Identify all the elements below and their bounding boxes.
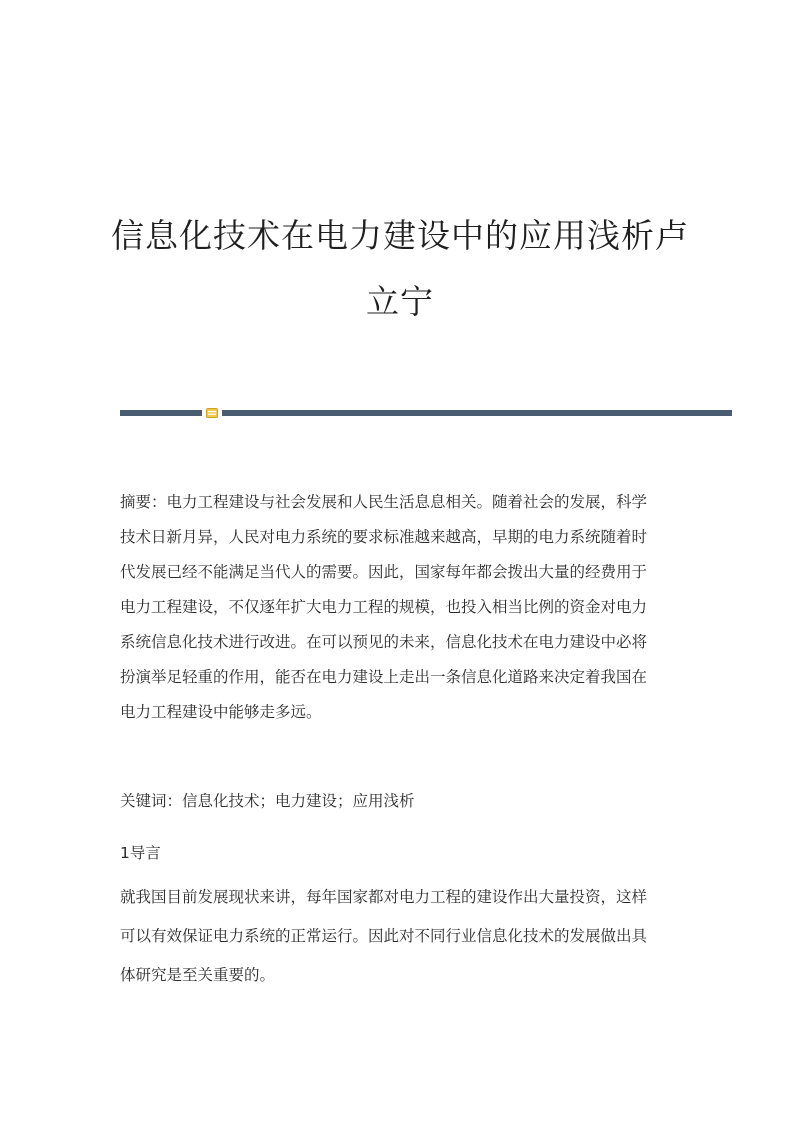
abstract-line: 摘要：电力工程建设与社会发展和人民生活息息相关。随着社会的发展，科学 <box>120 493 648 511</box>
document-title-line-1: 信息化技术在电力建设中的应用浅析卢 <box>111 216 689 256</box>
divider-bar-left <box>120 410 202 416</box>
divider-bar-right <box>222 410 732 416</box>
abstract-line: 代发展已经不能满足当代人的需要。因此，国家每年都会拨出大量的经费用于 <box>120 563 648 581</box>
abstract-line: 电力工程建设中能够走多远。 <box>120 703 322 721</box>
abstract-line: 技术日新月异，人民对电力系统的要求标准越来越高，早期的电力系统随着时 <box>120 528 648 546</box>
abstract-paragraph <box>120 485 680 730</box>
paragraph-line: 体研究是至关重要的。 <box>120 966 276 984</box>
section-heading: 1导言 <box>120 844 161 862</box>
abstract-line: 系统信息化技术进行改进。在可以预见的未来，信息化技术在电力建设中必将 <box>120 633 648 651</box>
document-badge-icon <box>206 408 218 418</box>
paragraph-line: 可以有效保证电力系统的正常运行。因此对不同行业信息化技术的发展做出具 <box>120 927 648 945</box>
title-divider <box>120 408 732 418</box>
abstract-line: 扮演举足轻重的作用，能否在电力建设上走出一条信息化道路来决定着我国在 <box>120 668 648 686</box>
keywords-line: 关键词：信息化技术；电力建设；应用浅析 <box>120 792 415 810</box>
paragraph-line: 就我国目前发展现状来讲，每年国家都对电力工程的建设作出大量投资，这样 <box>120 888 648 906</box>
abstract-line: 电力工程建设，不仅逐年扩大电力工程的规模，也投入相当比例的资金对电力 <box>120 598 648 616</box>
document-title-line-2: 立宁 <box>366 282 434 321</box>
intro-paragraph <box>120 878 680 995</box>
